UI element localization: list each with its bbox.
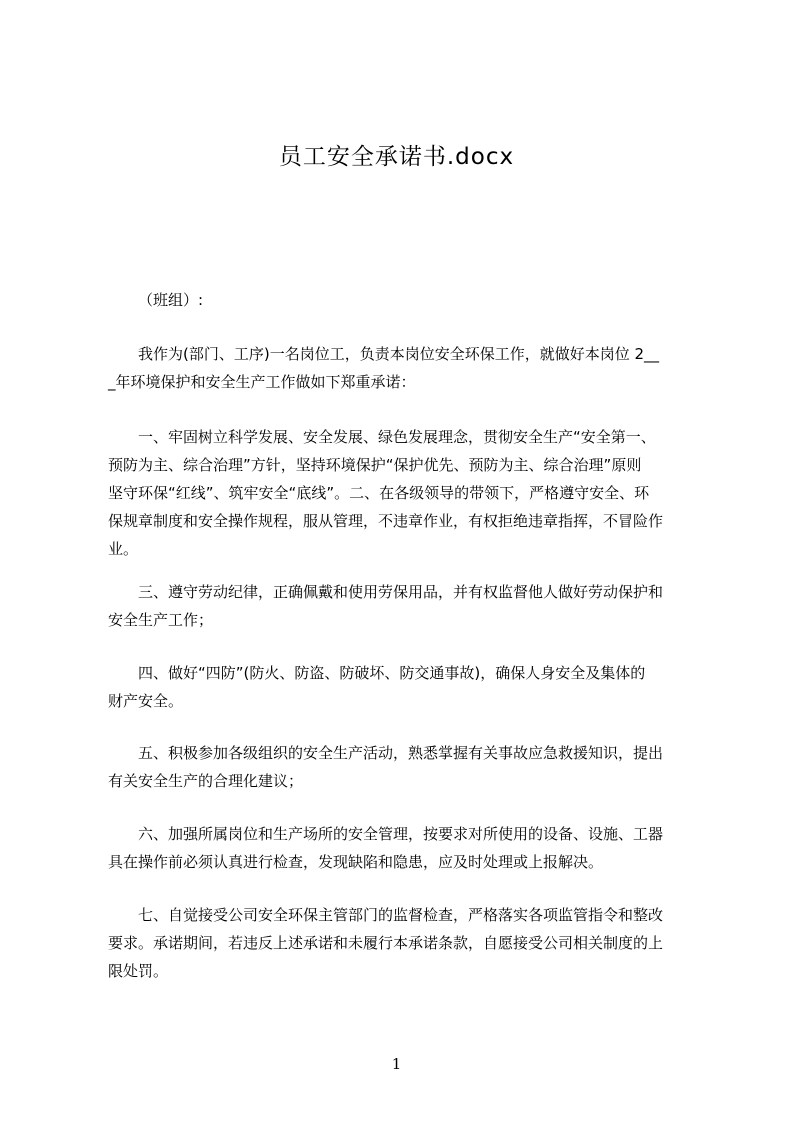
commitment-paragraph-5: [108, 739, 708, 795]
paragraph-line: 坚守环保“红线”、筑牢安全“底线”。二、在各级领导的带领下，严格遵守安全、环: [108, 484, 650, 502]
paragraph-line: 四、做好“四防”(防火、防盗、防破坏、防交通事故)，确保人身安全及集体的: [138, 664, 646, 682]
paragraph-line: 具在操作前必须认真进行检查，发现缺陷和隐患，应及时处理或上报解决。: [108, 853, 604, 871]
paragraph-line: _年环境保护和安全生产工作做如下郑重承诺：: [108, 373, 416, 391]
paragraph-line: 财产安全。: [108, 692, 184, 710]
paragraph-line: 业。: [108, 540, 139, 558]
paragraph-line: 安全生产工作；: [108, 611, 214, 629]
paragraph-line: 五、积极参加各级组织的安全生产活动，熟悉掌握有关事故应急救援知识，提出: [138, 744, 664, 762]
paragraph-line: 六、加强所属岗位和生产场所的安全管理，按要求对所使用的设备、设施、工器: [138, 825, 664, 843]
page-number: 1: [391, 1055, 402, 1073]
paragraph-line: 七、自觉接受公司安全环保主管部门的监督检查，严格落实各项监管指令和整改: [138, 906, 664, 924]
paragraph-line: 三、遵守劳动纪律，正确佩戴和使用劳保用品，并有权监督他人做好劳动保护和: [138, 583, 664, 601]
paragraph-line: 我作为(部门、工序)一名岗位工，负责本岗位安全环保工作，就做好本岗位 2__: [138, 345, 660, 363]
commitment-paragraph-4: [108, 659, 708, 715]
team-line: [108, 286, 708, 314]
commitment-paragraph-3: [108, 578, 708, 634]
paragraph-line: 限处罚。: [108, 962, 169, 980]
commitment-paragraph-7: [108, 901, 708, 985]
paragraph-line: 保规章制度和安全操作规程，服从管理，不违章作业，有权拒绝违章指挥，不冒险作: [108, 512, 664, 530]
commitment-paragraph-1-2: [108, 423, 708, 563]
commitment-paragraph-6: [108, 820, 708, 876]
team-label: （班组）:: [138, 291, 204, 309]
paragraph-line: 预防为主、综合治理”方针，坚持环境保护“保护优先、预防为主、综合治理”原则: [108, 456, 642, 474]
document-title: 员工安全承诺书.docx: [278, 144, 515, 170]
paragraph-line: 有关安全生产的合理化建议；: [108, 772, 304, 790]
paragraph-line: 要求。承诺期间，若违反上述承诺和未履行本承诺条款，自愿接受公司相关制度的上: [108, 934, 664, 952]
paragraph-line: 一、牢固树立科学发展、安全发展、绿色发展理念，贯彻安全生产“安全第一、: [138, 428, 656, 446]
intro-paragraph: [108, 340, 708, 396]
